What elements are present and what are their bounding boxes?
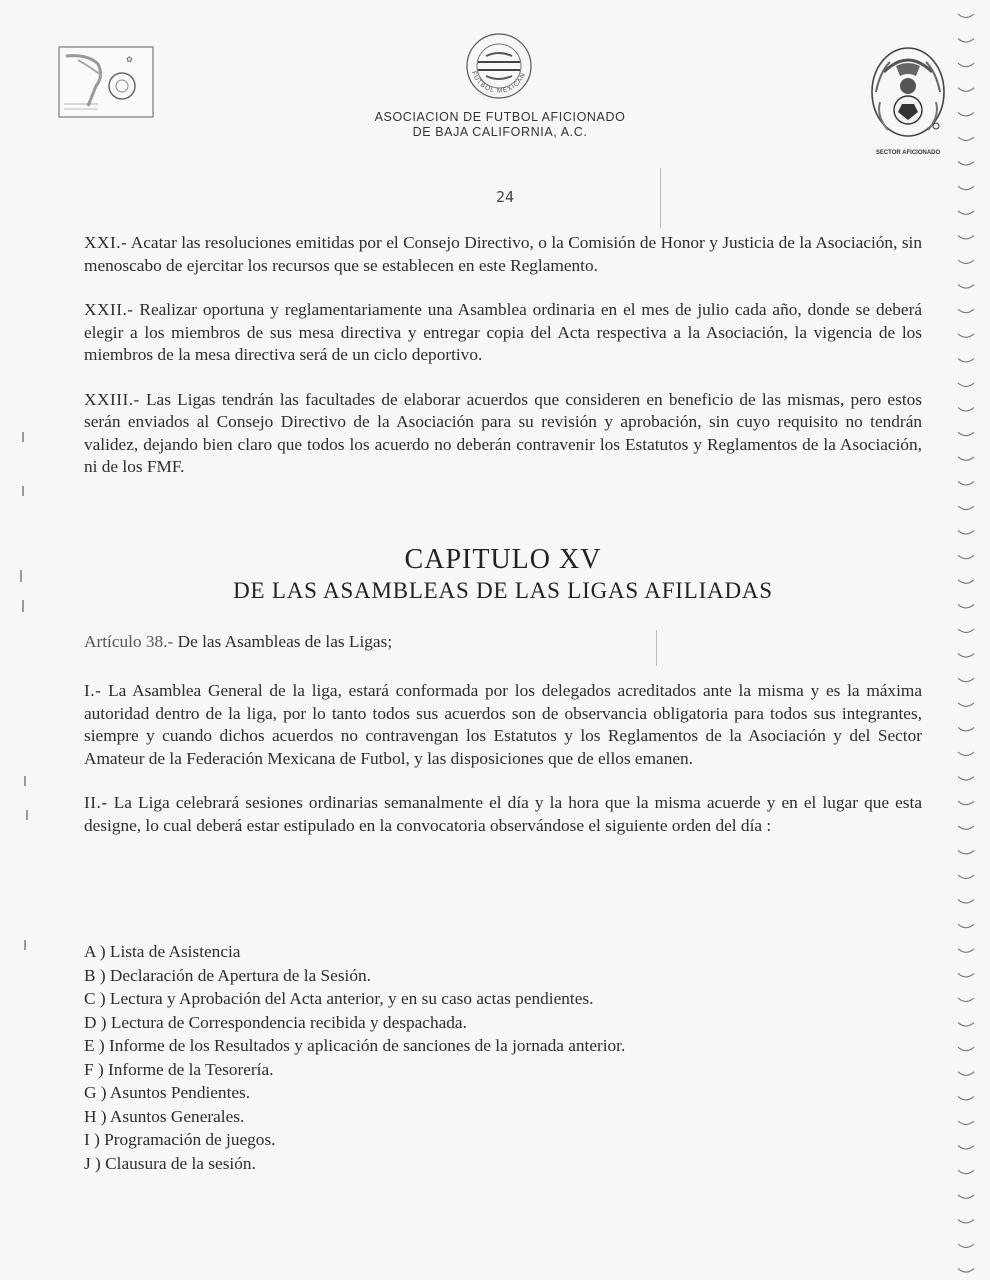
- binder-hole-mark: [958, 580, 974, 584]
- chapter-subtitle: DE LAS ASAMBLEAS DE LAS LIGAS AFILIADAS: [233, 578, 773, 603]
- body-content: [84, 232, 922, 479]
- binder-hole-mark: [958, 900, 974, 904]
- paragraph-xxiii: [84, 389, 922, 479]
- agenda-item: E ) Informe de los Resultados y aplicación de sanciones de la jornada anterior.: [84, 1036, 626, 1055]
- binder-hole-mark: [958, 604, 974, 608]
- agenda-list: [84, 940, 625, 1175]
- left-logo-icon: [58, 46, 154, 118]
- sections-content: [84, 680, 922, 837]
- article-label: Artículo 38.-: [84, 632, 174, 651]
- binder-hole-mark: [958, 1170, 974, 1174]
- agenda-item: I ) Programación de juegos.: [84, 1130, 276, 1149]
- paragraph-xxi-text: Acatar las resoluciones emitidas por el Consejo Directivo, o la Comisión de Honor y Justicia de la Asociación, sin menoscabo de ejercitar los recursos que se establecen en este Reglamento.: [84, 233, 922, 275]
- binder-hole-mark: [958, 211, 974, 215]
- binder-hole-mark: [958, 531, 974, 535]
- binder-hole-mark: [958, 358, 974, 362]
- agenda-item: C ) Lectura y Aprobación del Acta anterior, y en su caso actas pendientes.: [84, 989, 594, 1008]
- chapter-title: CAPITULO XV: [404, 544, 602, 575]
- binder-hole-mark: [958, 998, 974, 1002]
- binder-hole-mark: [958, 383, 974, 387]
- binder-hole-mark: [958, 63, 974, 66]
- binder-hole-mark: [958, 826, 974, 830]
- agenda-item: J ) Clausura de la sesión.: [84, 1153, 256, 1173]
- agenda-item: H ) Asuntos Generales.: [84, 1106, 245, 1126]
- binder-hole-mark: [958, 260, 974, 264]
- binder-hole-mark: [958, 629, 974, 633]
- org-name-line1: ASOCIACION DE FUTBOL AFICIONADO: [374, 110, 626, 124]
- binder-hole-mark: [958, 1096, 974, 1100]
- article-38-heading: [84, 632, 392, 652]
- binder-hole-mark: [958, 1195, 974, 1199]
- binder-hole-mark: [958, 408, 974, 412]
- binder-hole-mark: [958, 850, 974, 854]
- binder-hole-mark: [958, 973, 974, 977]
- binder-hole-mark: [958, 1047, 974, 1051]
- binder-hole-mark: [958, 1146, 974, 1150]
- binder-hole-mark: [958, 555, 974, 559]
- binder-hole-mark: [958, 186, 974, 190]
- section-ii: [84, 792, 922, 837]
- binder-hole-mark: [958, 285, 974, 289]
- binder-hole-mark: [958, 1244, 974, 1248]
- binder-hole-mark: [958, 506, 974, 510]
- paragraph-xxii-text: Realizar oportuna y reglamentariamente una Asamblea ordinaria en el mes de julio cada año, donde se deberá elegir a los miembros de sus mesa directiva y entregar copia del Acta respectiva a la Asociación, la vigencia de los miembros de la mesa directiva será de un ciclo deportivo.: [84, 300, 922, 364]
- page-number: 24: [495, 188, 515, 206]
- binder-hole-mark: [958, 14, 974, 18]
- binder-edge-marks: [952, 0, 982, 1280]
- binder-hole-mark: [958, 137, 974, 141]
- binder-hole-mark: [958, 1219, 974, 1223]
- binder-hole-mark: [958, 162, 974, 166]
- binder-hole-mark: [958, 1072, 974, 1076]
- paragraph-xxiii-number: XXIII.-: [84, 389, 140, 409]
- paragraph-xxi-number: XXI.-: [84, 233, 128, 252]
- binder-hole-mark: [958, 1269, 974, 1273]
- agenda-item: G ) Asuntos Pendientes.: [84, 1083, 251, 1102]
- paragraph-xxi: [84, 232, 922, 277]
- section-i-text: La Asamblea General de la liga, estará conformada por los delegados acreditados ante la misma y es la máxima autoridad dentro de la liga, por lo tanto todos sus acuerdos son de observancia obligatoria para todos sus integrantes, siempre y cuando dichos acuerdos no contravengan los Estatutos y los Reglamentos de la Asociación y del Sector Amateur de la Federación Mexicana de Futbol, y las disposiciones que de ellos emanen.: [84, 681, 922, 768]
- binder-hole-mark: [958, 678, 974, 682]
- svg-text:FUTBOL MEXICANO: FUTBOL MEXICAN: [470, 70, 528, 95]
- binder-hole-mark: [958, 949, 974, 953]
- binder-hole-mark: [958, 777, 974, 781]
- binder-hole-mark: [958, 481, 974, 485]
- binder-hole-mark: [958, 1121, 974, 1125]
- section-i: [84, 680, 922, 770]
- paragraph-xxiii-text: Las Ligas tendrán las facultades de elaborar acuerdos que consideren en beneficio de las mismas, pero estos serán enviados al Consejo Directivo de la Asociación para su revisión y aprobación, sin cuyo requisito no tendrán validez, dejando bien claro que todos los acuerdo no deberán contravenir los Estatutos y Reglamentos de la Asociación, ni de los FMF.: [84, 389, 922, 476]
- binder-hole-mark: [958, 457, 974, 461]
- agenda-item: A ) Lista de Asistencia: [84, 942, 241, 961]
- agenda-item: B ) Declaración de Apertura de la Sesión.: [84, 965, 371, 985]
- center-emblem-icon: [462, 32, 536, 102]
- section-i-number: I.-: [84, 681, 102, 700]
- binder-hole-mark: [958, 112, 974, 116]
- svg-text:✿: ✿: [126, 55, 133, 64]
- binder-hole-mark: [958, 727, 974, 731]
- binder-hole-mark: [958, 924, 974, 928]
- agenda-item: F ) Informe de la Tesorería.: [84, 1059, 274, 1079]
- section-ii-text: La Liga celebrará sesiones ordinarias semanalmente el día y la hora que la misma acuerde y en el lugar que esta designe, lo cual deberá estar estipulado en la convocatoria observándose el siguiente orden del día :: [84, 793, 922, 835]
- binder-hole-mark: [958, 752, 974, 756]
- binder-hole-mark: [958, 88, 974, 92]
- binder-hole-mark: [958, 1023, 974, 1027]
- paragraph-xxii-number: XXII.-: [84, 300, 134, 319]
- binder-hole-mark: [958, 654, 974, 658]
- seal-caption: SECTOR AFICIONADO: [875, 150, 941, 156]
- binder-hole-mark: [958, 875, 974, 879]
- article-text: De las Asambleas de las Ligas;: [173, 632, 393, 651]
- agenda-item: D ) Lectura de Correspondencia recibida y despachada.: [84, 1012, 467, 1032]
- binder-hole-mark: [958, 703, 974, 707]
- binder-hole-mark: [958, 39, 974, 43]
- binder-hole-mark: [958, 432, 974, 436]
- binder-hole-mark: [958, 801, 974, 805]
- binder-hole-mark: [958, 334, 974, 338]
- binder-hole-mark: [958, 235, 974, 239]
- paragraph-xxii: [84, 299, 922, 367]
- section-ii-number: II.-: [84, 793, 108, 812]
- org-name-line2: DE BAJA CALIFORNIA, A.C.: [412, 125, 588, 139]
- fmf-seal-icon: [866, 42, 950, 150]
- binder-hole-mark: [958, 309, 974, 313]
- organization-name: [300, 110, 700, 140]
